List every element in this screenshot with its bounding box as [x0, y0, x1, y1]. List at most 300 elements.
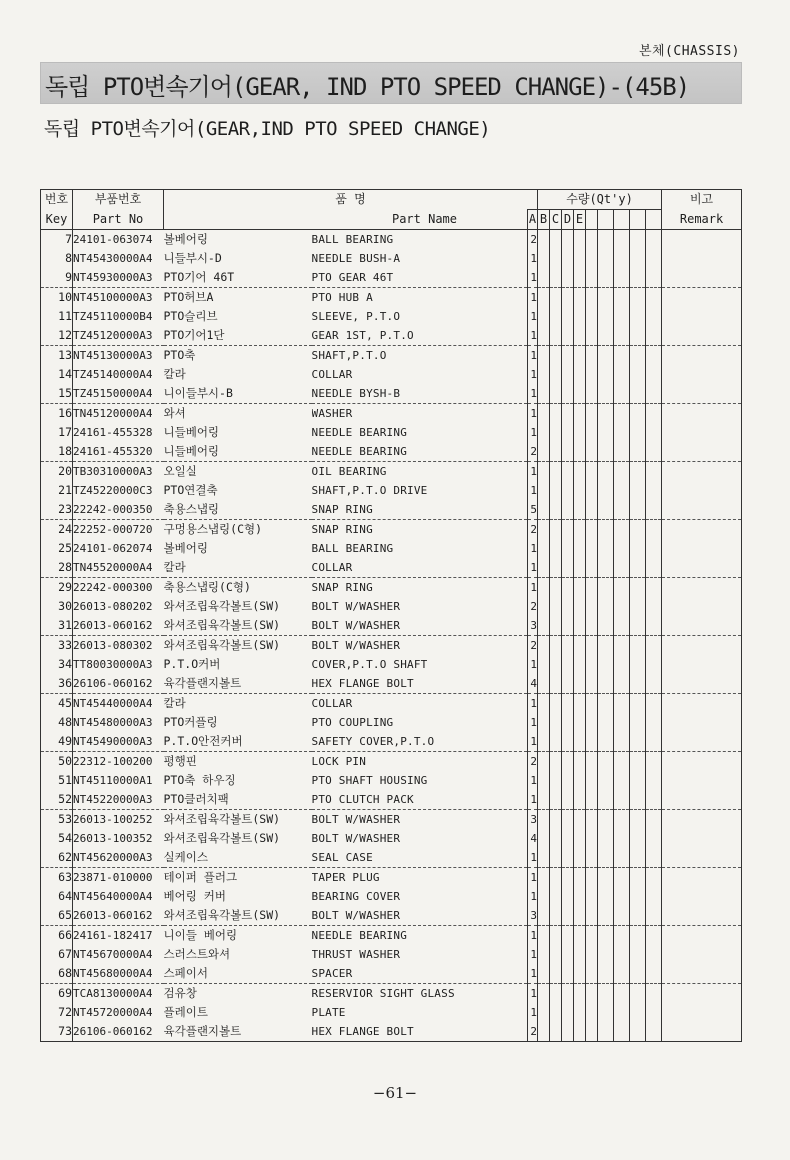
name-eng-cell: THRUST WASHER: [311, 948, 401, 961]
qty-empty-cell: [598, 752, 614, 772]
qty-empty-cell: [598, 268, 614, 288]
key-cell: 29: [41, 578, 73, 598]
qty-empty-cell: [562, 713, 574, 732]
qty-empty-cell: [614, 906, 630, 926]
qty-empty-cell: [614, 404, 630, 424]
banner-title: 독립 PTO변속기어(GEAR, IND PTO SPEED CHANGE)-(45B): [45, 73, 690, 101]
qty-empty-cell: [550, 558, 562, 578]
qty-empty-cell: [550, 887, 562, 906]
qty-empty-cell: [538, 906, 550, 926]
qty-empty-cell: [574, 578, 586, 598]
qty-empty-cell: [646, 326, 662, 346]
name-eng-cell: OIL BEARING: [311, 465, 387, 478]
name-eng-cell: COLLAR: [312, 558, 528, 578]
remark-cell: [662, 790, 742, 810]
table-row: [41, 887, 742, 906]
qty-empty-cell: [538, 558, 550, 578]
qty-empty-cell: [614, 655, 630, 674]
qty-empty-cell: [550, 616, 562, 636]
qty-empty-cell: [562, 945, 574, 964]
qty-empty-cell: [538, 230, 550, 250]
remark-cell: [662, 1022, 742, 1042]
table-row: [41, 520, 742, 540]
part-number-cell: 26013-080302: [73, 636, 164, 656]
table-row: [41, 500, 742, 520]
qty-empty-cell: [562, 829, 574, 848]
name-eng-cell: BALL BEARING: [311, 542, 394, 555]
qty-value-cell: 2: [528, 1022, 538, 1042]
qty-empty-cell: [550, 597, 562, 616]
remark-cell: [662, 249, 742, 268]
qty-empty-cell: [550, 713, 562, 732]
table-row: [41, 230, 742, 250]
qty-empty-cell: [538, 945, 550, 964]
qty-empty-cell: [586, 636, 598, 656]
qty-empty-cell: [614, 249, 630, 268]
qty-empty-cell: [574, 752, 586, 772]
name-eng-cell: SNAP RING: [311, 523, 373, 536]
qty-empty-cell: [586, 307, 598, 326]
remark-cell: [662, 713, 742, 732]
qty-empty-cell: [574, 442, 586, 462]
qty-empty-cell: [550, 346, 562, 366]
name-kor-cell: 와셔: [163, 406, 186, 420]
part-number-cell: TB30310000A3: [73, 462, 164, 482]
name-kor-cell: P.T.O커버: [163, 657, 221, 671]
qty-empty-cell: [538, 539, 550, 558]
qty-value-cell: 2: [528, 636, 538, 656]
part-number-cell: NT45110000A1: [73, 771, 164, 790]
qty-empty-cell: [562, 365, 574, 384]
part-number-cell: NT45930000A3: [73, 268, 164, 288]
qty-empty-cell: [646, 384, 662, 404]
qty-empty-cell: [598, 1003, 614, 1022]
qty-empty-cell: [646, 926, 662, 946]
table-row: [41, 365, 742, 384]
qty-empty-cell: [562, 752, 574, 772]
qty-empty-cell: [614, 1022, 630, 1042]
remark-cell: [662, 462, 742, 482]
remark-cell: [662, 771, 742, 790]
qty-empty-cell: [614, 1003, 630, 1022]
name-eng-cell: PTO SHAFT HOUSING: [311, 774, 428, 787]
qty-empty-cell: [550, 790, 562, 810]
qty-empty-cell: [574, 346, 586, 366]
qty-empty-cell: [598, 442, 614, 462]
name-eng-cell: SNAP RING: [312, 500, 528, 520]
qty-empty-cell: [538, 655, 550, 674]
name-kor-cell: 와셔조립육각볼트(SW): [164, 906, 312, 926]
qty-empty-cell: [630, 848, 646, 868]
key-cell: 13: [41, 346, 73, 366]
key-cell: 66: [41, 926, 73, 946]
name-kor-cell: 테이퍼 플러그: [163, 870, 238, 884]
qty-empty-cell: [574, 481, 586, 500]
qty-empty-cell: [586, 906, 598, 926]
qty-empty-cell: [598, 326, 614, 346]
qty-empty-cell: [630, 230, 646, 250]
qty-value-cell: 4: [528, 674, 538, 694]
page-number: −61−: [372, 1084, 418, 1102]
key-cell: 28: [41, 558, 73, 578]
part-number-cell: 26106-060162: [73, 1022, 164, 1042]
remark-cell: [662, 384, 742, 404]
qty-empty-cell: [630, 268, 646, 288]
qty-empty-cell: [598, 404, 614, 424]
table-row: [41, 346, 742, 366]
name-eng-cell: SNAP RING: [311, 581, 373, 594]
remark-cell: [662, 423, 742, 442]
qty-value-cell: 5: [528, 500, 538, 520]
qty-empty-cell: [538, 984, 550, 1004]
qty-empty-cell: [538, 636, 550, 656]
qty-empty-cell: [586, 945, 598, 964]
qty-empty-cell: [538, 520, 550, 540]
qty-empty-cell: [574, 404, 586, 424]
qty-empty-cell: [574, 674, 586, 694]
part-number-cell: NT45430000A4: [73, 249, 164, 268]
remark-cell: [662, 500, 742, 520]
qty-empty-cell: [586, 365, 598, 384]
name-eng-cell: SAFETY COVER,P.T.O: [312, 732, 528, 752]
table-row: [41, 984, 742, 1004]
qty-empty-cell: [598, 520, 614, 540]
qty-empty-cell: [550, 906, 562, 926]
qty-empty-cell: [630, 984, 646, 1004]
qty-empty-cell: [598, 732, 614, 752]
qty-value-cell: 1: [528, 365, 538, 384]
part-number-cell: NT45670000A4: [73, 945, 164, 964]
qty-empty-cell: [562, 964, 574, 984]
qty-empty-cell: [586, 578, 598, 598]
qty-empty-cell: [614, 230, 630, 250]
qty-empty-cell: [586, 423, 598, 442]
name-kor-cell: 육각플랜지볼트: [164, 1022, 312, 1042]
name-eng-cell: WASHER: [311, 407, 353, 420]
qty-empty-cell: [574, 829, 586, 848]
qty-empty-cell: [586, 442, 598, 462]
qty-empty-cell: [630, 423, 646, 442]
key-cell: 72: [41, 1003, 73, 1022]
qty-empty-cell: [598, 674, 614, 694]
key-cell: 51: [41, 771, 73, 790]
table-row: [41, 597, 742, 616]
qty-empty-cell: [646, 771, 662, 790]
qty-empty-cell: [646, 288, 662, 308]
qty-empty-cell: [646, 655, 662, 674]
remark-header-kor: 비고: [662, 190, 742, 210]
key-cell: 49: [41, 732, 73, 752]
qty-empty-cell: [586, 752, 598, 772]
key-cell: 12: [41, 326, 73, 346]
qty-empty-cell: [562, 462, 574, 482]
qty-value-cell: 1: [528, 713, 538, 732]
table-row: [41, 268, 742, 288]
qty-empty-cell: [598, 1022, 614, 1042]
name-kor-cell: 와셔조립육각볼트(SW): [163, 638, 281, 652]
qty-empty-cell: [614, 326, 630, 346]
name-eng-cell: PTO GEAR 46T: [312, 268, 528, 288]
qty-empty-cell: [538, 249, 550, 268]
table-row: [41, 771, 742, 790]
qty-value-cell: 1: [528, 578, 538, 598]
key-cell: 73: [41, 1022, 73, 1042]
qty-empty-cell: [562, 249, 574, 268]
qty-empty-cell: [574, 365, 586, 384]
name-kor-cell: 칼라: [164, 558, 312, 578]
qty-empty-cell: [574, 848, 586, 868]
key-cell: 24: [41, 520, 73, 540]
key-cell: 9: [41, 268, 73, 288]
part-number-cell: TZ45140000A4: [73, 365, 164, 384]
qty-empty-cell: [614, 423, 630, 442]
qty-empty-cell: [574, 539, 586, 558]
name-eng-cell: BALL BEARING: [311, 233, 394, 246]
qty-empty-cell: [586, 1003, 598, 1022]
qty-empty-cell: [614, 500, 630, 520]
qty-empty-cell: [630, 1003, 646, 1022]
name-eng-cell: GEAR 1ST, P.T.O: [312, 326, 528, 346]
remark-header-eng: Remark: [662, 210, 742, 230]
qty-empty-cell: [614, 636, 630, 656]
part-number-cell: NT45680000A4: [73, 964, 164, 984]
qty-empty-cell: [586, 674, 598, 694]
part-number-cell: NT45130000A3: [73, 346, 164, 366]
qty-empty-cell: [646, 636, 662, 656]
qty-empty-cell: [598, 810, 614, 830]
qty-empty-cell: [614, 829, 630, 848]
qty-empty-cell: [562, 868, 574, 888]
qty-empty-cell: [586, 249, 598, 268]
qty-value-cell: 2: [528, 442, 538, 462]
qty-empty-cell: [586, 520, 598, 540]
qty-empty-cell: [598, 307, 614, 326]
name-kor-cell: 구멍용스냅링(C형): [163, 522, 263, 536]
key-cell: 52: [41, 790, 73, 810]
qty-empty-cell: [550, 945, 562, 964]
qty-col-blank: [586, 210, 598, 230]
qty-empty-cell: [630, 636, 646, 656]
name-kor-cell: 육각플랜지볼트: [164, 674, 312, 694]
remark-cell: [662, 674, 742, 694]
name-eng-cell: SLEEVE, P.T.O: [311, 310, 401, 323]
name-eng-cell: NEEDLE BYSH-B: [312, 384, 528, 404]
table-row: [41, 848, 742, 868]
qty-empty-cell: [574, 1022, 586, 1042]
table-row: [41, 945, 742, 964]
qty-empty-cell: [574, 636, 586, 656]
qty-value-cell: 1: [528, 984, 538, 1004]
qty-empty-cell: [614, 365, 630, 384]
qty-empty-cell: [574, 732, 586, 752]
name-kor-cell: 플레이트: [163, 1005, 208, 1019]
qty-empty-cell: [538, 365, 550, 384]
qty-empty-cell: [550, 539, 562, 558]
qty-empty-cell: [586, 616, 598, 636]
qty-empty-cell: [538, 810, 550, 830]
qty-value-cell: 3: [528, 810, 538, 830]
qty-empty-cell: [646, 1022, 662, 1042]
name-kor-cell: 칼라: [163, 367, 186, 381]
qty-col-blank: [614, 210, 630, 230]
qty-empty-cell: [630, 1022, 646, 1042]
table-row: [41, 578, 742, 598]
name-eng-cell: COLLAR: [311, 697, 353, 710]
qty-empty-cell: [630, 288, 646, 308]
qty-empty-cell: [614, 887, 630, 906]
qty-col-c: C: [550, 210, 562, 230]
qty-empty-cell: [598, 384, 614, 404]
qty-col-blank: [598, 210, 614, 230]
qty-empty-cell: [586, 926, 598, 946]
remark-cell: [662, 288, 742, 308]
qty-value-cell: 1: [528, 423, 538, 442]
qty-empty-cell: [538, 771, 550, 790]
qty-empty-cell: [614, 790, 630, 810]
key-header-kor: 번호: [41, 190, 73, 210]
qty-empty-cell: [562, 848, 574, 868]
qty-empty-cell: [538, 307, 550, 326]
qty-empty-cell: [550, 732, 562, 752]
qty-empty-cell: [586, 771, 598, 790]
part-number-cell: 22252-000720: [73, 520, 164, 540]
remark-cell: [662, 404, 742, 424]
name-kor-cell: PTO기어 46T: [164, 268, 312, 288]
remark-cell: [662, 442, 742, 462]
qty-empty-cell: [630, 674, 646, 694]
qty-empty-cell: [550, 1003, 562, 1022]
qty-empty-cell: [630, 326, 646, 346]
part-number-cell: 24161-455328: [73, 423, 164, 442]
remark-cell: [662, 636, 742, 656]
qty-empty-cell: [574, 655, 586, 674]
qty-empty-cell: [630, 500, 646, 520]
part-number-cell: NT45640000A4: [73, 887, 164, 906]
qty-empty-cell: [646, 520, 662, 540]
qty-empty-cell: [550, 829, 562, 848]
qty-empty-cell: [598, 423, 614, 442]
qty-empty-cell: [598, 926, 614, 946]
key-cell: 31: [41, 616, 73, 636]
name-kor-cell: PTO허브A: [163, 290, 214, 304]
qty-empty-cell: [586, 829, 598, 848]
qty-col-b: B: [538, 210, 550, 230]
qty-empty-cell: [586, 462, 598, 482]
part-number-cell: TN45520000A4: [73, 558, 164, 578]
qty-empty-cell: [574, 945, 586, 964]
qty-empty-cell: [630, 810, 646, 830]
qty-empty-cell: [538, 868, 550, 888]
qty-value-cell: 3: [528, 616, 538, 636]
qty-empty-cell: [598, 713, 614, 732]
qty-empty-cell: [646, 500, 662, 520]
qty-empty-cell: [550, 848, 562, 868]
table-row: [41, 732, 742, 752]
remark-cell: [662, 829, 742, 848]
qty-empty-cell: [538, 268, 550, 288]
qty-empty-cell: [550, 771, 562, 790]
qty-empty-cell: [574, 384, 586, 404]
qty-empty-cell: [562, 539, 574, 558]
qty-empty-cell: [598, 616, 614, 636]
qty-empty-cell: [646, 462, 662, 482]
qty-empty-cell: [586, 848, 598, 868]
qty-empty-cell: [586, 384, 598, 404]
qty-value-cell: 2: [528, 230, 538, 250]
qty-empty-cell: [562, 906, 574, 926]
qty-empty-cell: [562, 384, 574, 404]
qty-empty-cell: [614, 616, 630, 636]
name-kor-cell: 볼베어링: [163, 232, 208, 246]
qty-empty-cell: [586, 288, 598, 308]
table-row: [41, 829, 742, 848]
name-eng-cell: PTO HUB A: [311, 291, 373, 304]
qty-empty-cell: [630, 365, 646, 384]
qty-empty-cell: [574, 249, 586, 268]
qty-empty-cell: [630, 906, 646, 926]
part-number-cell: TCA8130000A4: [73, 984, 164, 1004]
table-row: [41, 674, 742, 694]
qty-empty-cell: [574, 694, 586, 714]
part-number-cell: 24101-063074: [73, 230, 164, 250]
qty-empty-cell: [630, 384, 646, 404]
key-cell: 36: [41, 674, 73, 694]
qty-empty-cell: [630, 404, 646, 424]
name-eng-cell: BOLT W/WASHER: [311, 639, 401, 652]
qty-empty-cell: [538, 481, 550, 500]
table-row: [41, 1003, 742, 1022]
name-kor-cell: PTO축: [163, 348, 196, 362]
qty-empty-cell: [550, 752, 562, 772]
remark-cell: [662, 732, 742, 752]
qty-empty-cell: [646, 713, 662, 732]
qty-empty-cell: [550, 1022, 562, 1042]
qty-empty-cell: [562, 1003, 574, 1022]
qty-empty-cell: [538, 1022, 550, 1042]
qty-empty-cell: [646, 945, 662, 964]
remark-cell: [662, 230, 742, 250]
qty-empty-cell: [630, 539, 646, 558]
table-row: [41, 423, 742, 442]
qty-empty-cell: [550, 462, 562, 482]
qty-empty-cell: [586, 964, 598, 984]
qty-empty-cell: [598, 790, 614, 810]
table-row: [41, 964, 742, 984]
qty-empty-cell: [550, 520, 562, 540]
part-number-cell: 24101-062074: [73, 539, 164, 558]
qty-value-cell: 1: [528, 249, 538, 268]
name-kor-cell: 와셔조립육각볼트(SW): [163, 831, 281, 845]
remark-cell: [662, 520, 742, 540]
qty-empty-cell: [630, 732, 646, 752]
name-kor-cell: PTO슬리브: [163, 309, 218, 323]
qty-empty-cell: [586, 1022, 598, 1042]
qty-empty-cell: [562, 481, 574, 500]
table-row: [41, 1022, 742, 1042]
qty-empty-cell: [630, 964, 646, 984]
name-kor-cell: 니이들 베어링: [163, 928, 238, 942]
part-number-cell: 24161-182417: [73, 926, 164, 946]
qty-empty-cell: [598, 597, 614, 616]
name-kor-cell: PTO기어1단: [164, 326, 312, 346]
part-number-cell: TZ45110000B4: [73, 307, 164, 326]
table-row: [41, 655, 742, 674]
qty-empty-cell: [630, 462, 646, 482]
qty-empty-cell: [598, 636, 614, 656]
qty-empty-cell: [614, 307, 630, 326]
part-number-cell: 24161-455320: [73, 442, 164, 462]
table-row: [41, 384, 742, 404]
